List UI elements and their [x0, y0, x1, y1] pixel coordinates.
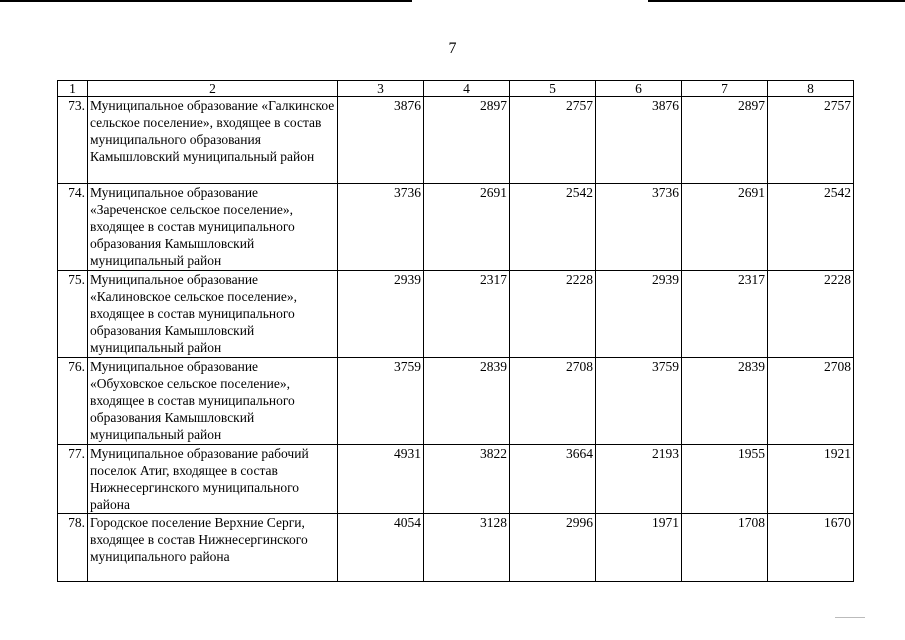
row-number: 74. — [58, 184, 88, 271]
column-header: 4 — [424, 81, 510, 97]
row-number: 76. — [58, 358, 88, 445]
table-cell: 2939 — [596, 271, 682, 358]
table-cell: 3876 — [338, 97, 424, 184]
table-row — [58, 184, 854, 271]
table-row — [58, 97, 854, 184]
column-header: 1 — [58, 81, 88, 97]
table-row — [58, 271, 854, 358]
table-cell: 2757 — [768, 97, 854, 184]
table-cell: 2996 — [510, 514, 596, 582]
table-row — [58, 358, 854, 445]
table-cell: 2757 — [510, 97, 596, 184]
table-cell: 2691 — [682, 184, 768, 271]
table-cell: 3876 — [596, 97, 682, 184]
table-cell: 2228 — [510, 271, 596, 358]
table-cell: 1971 — [596, 514, 682, 582]
table-row — [58, 514, 854, 582]
column-header: 5 — [510, 81, 596, 97]
row-number: 77. — [58, 445, 88, 514]
row-number: 75. — [58, 271, 88, 358]
table-cell: 2708 — [510, 358, 596, 445]
table-cell: 3759 — [338, 358, 424, 445]
table-header-row — [58, 81, 854, 97]
row-number: 73. — [58, 97, 88, 184]
table-cell: 2317 — [682, 271, 768, 358]
table-cell: 2708 — [768, 358, 854, 445]
table-cell: 4931 — [338, 445, 424, 514]
municipality-name: Городское поселение Верхние Серги, входящее в состав Нижнесергинского муниципального района — [88, 514, 338, 582]
data-table — [57, 80, 854, 582]
scan-artifact-line — [835, 617, 865, 618]
table-cell: 1708 — [682, 514, 768, 582]
row-number: 78. — [58, 514, 88, 582]
table-cell: 4054 — [338, 514, 424, 582]
scan-top-rule-right — [648, 0, 905, 2]
column-header: 2 — [88, 81, 338, 97]
municipality-name: Муниципальное образование «Обуховское сельское поселение», входящее в состав муниципального образования Камышловский муниципальный район — [88, 358, 338, 445]
column-header: 8 — [768, 81, 854, 97]
table-row — [58, 445, 854, 514]
table-cell: 3664 — [510, 445, 596, 514]
table-cell: 2839 — [682, 358, 768, 445]
table-cell: 3128 — [424, 514, 510, 582]
municipality-name: Муниципальное образование «Калиновское сельское поселение», входящее в состав муниципального образования Камышловский муниципальный район — [88, 271, 338, 358]
table-cell: 3736 — [596, 184, 682, 271]
table-cell: 2542 — [510, 184, 596, 271]
table-cell: 1670 — [768, 514, 854, 582]
scan-top-rule-left — [0, 0, 412, 2]
table-cell: 3736 — [338, 184, 424, 271]
table-cell: 2691 — [424, 184, 510, 271]
municipality-name: Муниципальное образование рабочий поселок Атиг, входящее в состав Нижнесергинского муниципального района — [88, 445, 338, 514]
table-cell: 2839 — [424, 358, 510, 445]
table-cell: 2228 — [768, 271, 854, 358]
table-cell: 3759 — [596, 358, 682, 445]
table-cell: 2317 — [424, 271, 510, 358]
table-cell: 1955 — [682, 445, 768, 514]
municipality-name: Муниципальное образование «Зареченское сельское поселение», входящее в состав муниципального образования Камышловский муниципальный район — [88, 184, 338, 271]
table-cell: 2193 — [596, 445, 682, 514]
municipality-name: Муниципальное образование «Галкинское сельское поселение», входящее в состав муниципального образования Камышловский муниципальный район — [88, 97, 338, 184]
column-header: 6 — [596, 81, 682, 97]
table-cell: 2897 — [424, 97, 510, 184]
page-number: 7 — [448, 40, 457, 57]
table-cell: 2897 — [682, 97, 768, 184]
table-cell: 1921 — [768, 445, 854, 514]
table-cell: 2542 — [768, 184, 854, 271]
column-header: 3 — [338, 81, 424, 97]
column-header: 7 — [682, 81, 768, 97]
table-cell: 3822 — [424, 445, 510, 514]
table-cell: 2939 — [338, 271, 424, 358]
